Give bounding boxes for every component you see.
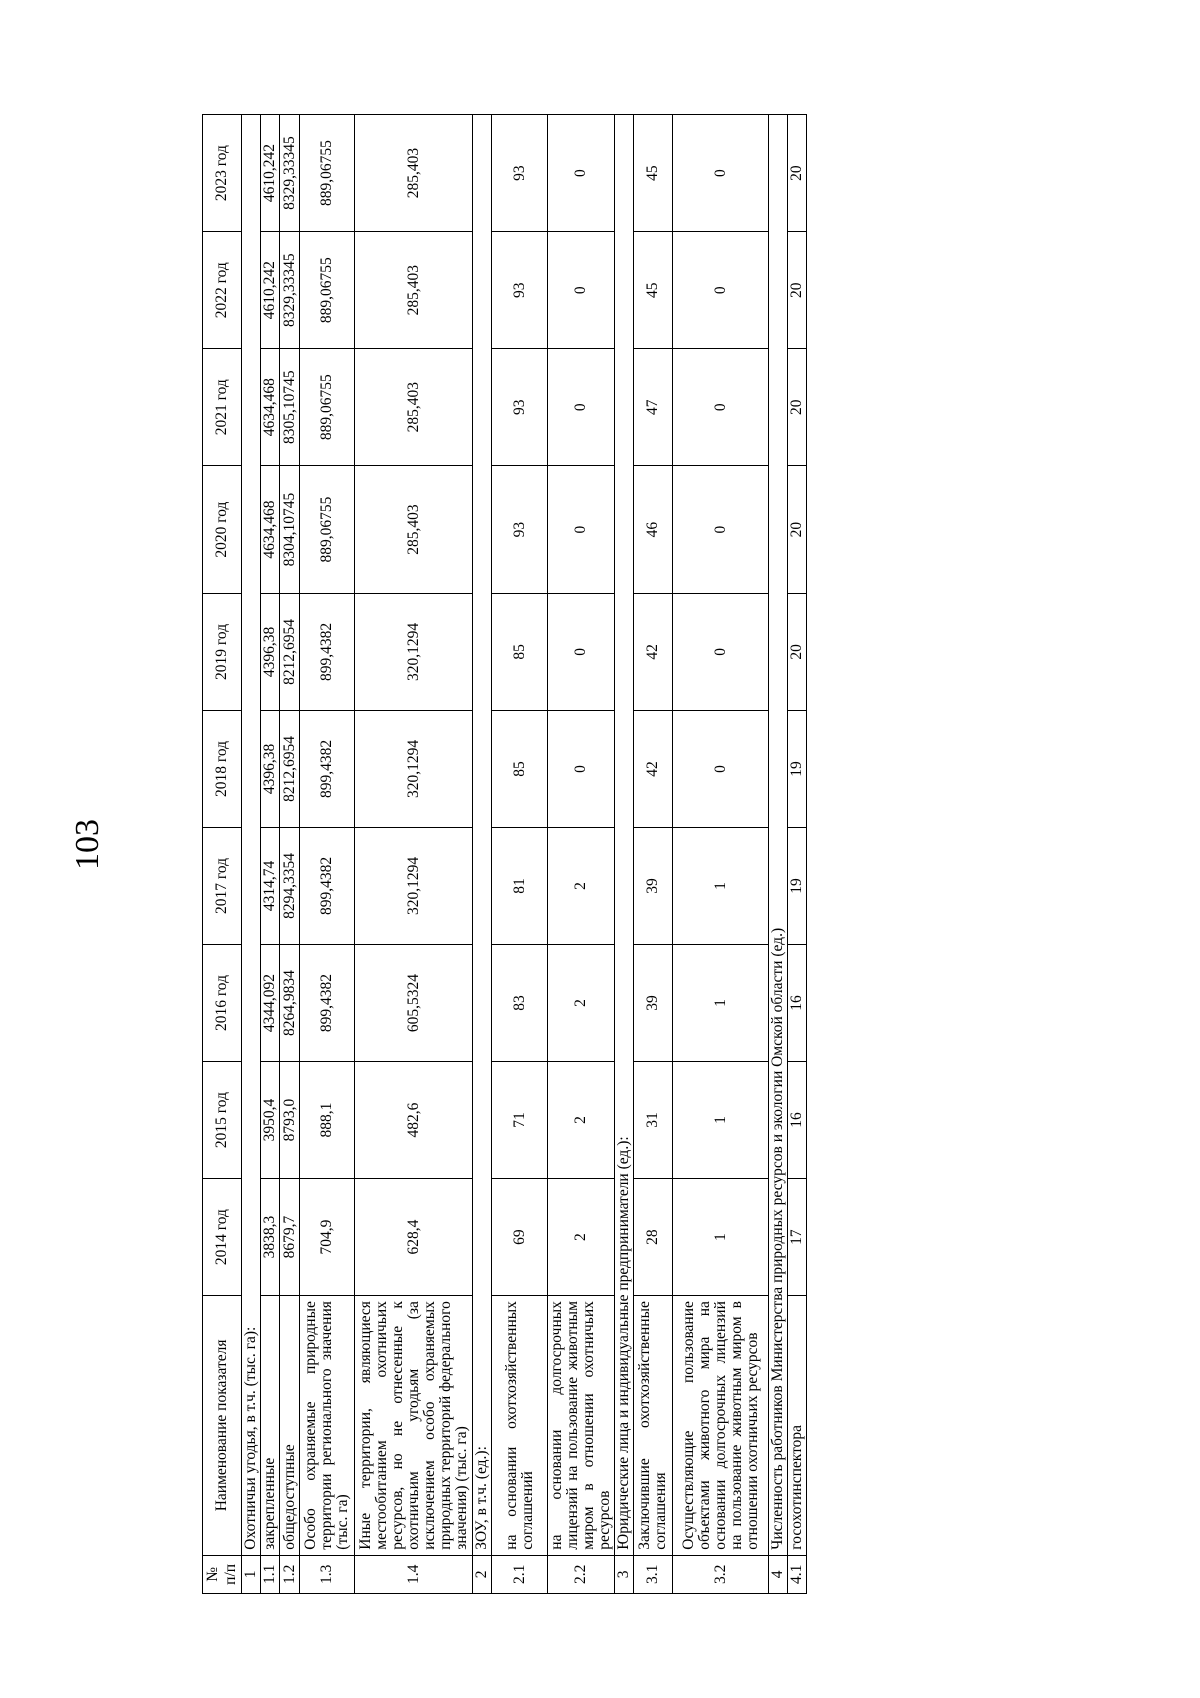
cell-value: 20: [788, 232, 807, 349]
header-year: 2020 год: [203, 466, 242, 594]
table-row: [548, 115, 615, 1594]
section-no: 2: [473, 1555, 492, 1593]
cell-value: 8264,9834: [280, 945, 300, 1062]
header-year: 2023 год: [203, 115, 242, 232]
table-row: [673, 115, 769, 1594]
cell-value: 8304,10745: [280, 466, 300, 594]
cell-value: 0: [548, 710, 615, 827]
cell-value: 81: [492, 827, 548, 944]
section-title: Юридические лица и индивидуальные предприниматели (ед.):: [615, 115, 634, 1556]
row-no: 3.2: [673, 1555, 769, 1593]
cell-value: 1: [673, 827, 769, 944]
cell-value: 83: [492, 945, 548, 1062]
cell-value: 85: [492, 710, 548, 827]
row-no: 2.1: [492, 1555, 548, 1593]
header-year: 2015 год: [203, 1062, 242, 1179]
cell-value: 46: [634, 466, 673, 594]
table-row: [280, 115, 300, 1594]
cell-value: 93: [492, 466, 548, 594]
section-title: Охотничьи угодья, в т.ч. (тыс. га):: [242, 115, 261, 1556]
cell-value: 8305,10745: [280, 349, 300, 466]
cell-value: 8212,6954: [280, 710, 300, 827]
cell-value: 16: [788, 1062, 807, 1179]
cell-value: 4634,468: [261, 466, 280, 594]
cell-value: 0: [673, 466, 769, 594]
cell-value: 2: [548, 1179, 615, 1296]
section-row: [242, 115, 261, 1594]
table-row: [634, 115, 673, 1594]
cell-value: 93: [492, 115, 548, 232]
cell-value: 0: [548, 593, 615, 710]
row-name: Особо охраняемые природные территории регионального значения (тыс. га): [300, 1296, 355, 1556]
cell-value: 31: [634, 1062, 673, 1179]
table-row: [300, 115, 355, 1594]
row-name: Иные территории, являющиеся местообитанием охотничьих ресурсов, но не отнесенные к охотничьим угодьям (за исключением особо охраняемых природных территорий федерального значения) (тыс. га): [355, 1296, 473, 1556]
cell-value: 69: [492, 1179, 548, 1296]
header-name: Наименование показателя: [203, 1296, 242, 1556]
cell-value: 605,5324: [355, 945, 473, 1062]
header-year: 2018 год: [203, 710, 242, 827]
row-name: Осуществляющие пользование объектами животного мира на основании долгосрочных лицензий на пользование животным миром в отношении охотничьих ресурсов: [673, 1296, 769, 1556]
rotated-table-container: [202, 114, 858, 1594]
cell-value: 2: [548, 945, 615, 1062]
cell-value: 0: [673, 232, 769, 349]
cell-value: 889,06755: [300, 232, 355, 349]
cell-value: 0: [548, 115, 615, 232]
cell-value: 1: [673, 1179, 769, 1296]
cell-value: 2: [548, 1062, 615, 1179]
cell-value: 285,403: [355, 115, 473, 232]
cell-value: 39: [634, 945, 673, 1062]
cell-value: 889,06755: [300, 115, 355, 232]
row-no: 1.4: [355, 1555, 473, 1593]
header-year: 2019 год: [203, 593, 242, 710]
cell-value: 0: [673, 710, 769, 827]
cell-value: 85: [492, 593, 548, 710]
cell-value: 285,403: [355, 232, 473, 349]
cell-value: 8329,33345: [280, 115, 300, 232]
cell-value: 20: [788, 115, 807, 232]
section-row: [615, 115, 634, 1594]
row-no: 1.2: [280, 1555, 300, 1593]
row-no: 1.3: [300, 1555, 355, 1593]
cell-value: 42: [634, 593, 673, 710]
cell-value: 889,06755: [300, 349, 355, 466]
cell-value: 320,1294: [355, 593, 473, 710]
cell-value: 47: [634, 349, 673, 466]
section-row: [473, 115, 492, 1594]
header-year: 2016 год: [203, 945, 242, 1062]
section-no: 1: [242, 1555, 261, 1593]
cell-value: 0: [673, 115, 769, 232]
table-row: [261, 115, 280, 1594]
header-year: 2017 год: [203, 827, 242, 944]
cell-value: 93: [492, 232, 548, 349]
section-no: 4: [769, 1555, 788, 1593]
cell-value: 482,6: [355, 1062, 473, 1179]
cell-value: 8212,6954: [280, 593, 300, 710]
cell-value: 4634,468: [261, 349, 280, 466]
header-no: № п/п: [203, 1555, 242, 1593]
cell-value: 285,403: [355, 349, 473, 466]
table-row: [492, 115, 548, 1594]
cell-value: 899,4382: [300, 710, 355, 827]
row-name: на основании долгосрочных лицензий на пользование животным миром в отношении охотничьих ресурсов: [548, 1296, 615, 1556]
cell-value: 4314,74: [261, 827, 280, 944]
row-no: 1.1: [261, 1555, 280, 1593]
cell-value: 0: [673, 349, 769, 466]
cell-value: 1: [673, 945, 769, 1062]
row-name: Заключившие охотхозяйственные соглашения: [634, 1296, 673, 1556]
hunting-indicators-table: [202, 114, 807, 1594]
row-name: общедоступные: [280, 1296, 300, 1556]
cell-value: 4344,092: [261, 945, 280, 1062]
cell-value: 889,06755: [300, 466, 355, 594]
cell-value: 3950,4: [261, 1062, 280, 1179]
row-no: 4.1: [788, 1555, 807, 1593]
cell-value: 39: [634, 827, 673, 944]
cell-value: 320,1294: [355, 827, 473, 944]
cell-value: 899,4382: [300, 593, 355, 710]
cell-value: 45: [634, 232, 673, 349]
cell-value: 42: [634, 710, 673, 827]
cell-value: 20: [788, 349, 807, 466]
cell-value: 8679,7: [280, 1179, 300, 1296]
section-row: [769, 115, 788, 1594]
cell-value: 20: [788, 593, 807, 710]
cell-value: 8329,33345: [280, 232, 300, 349]
cell-value: 93: [492, 349, 548, 466]
section-title: Численность работников Министерства природных ресурсов и экологии Омской области (ед.): [769, 115, 788, 1556]
cell-value: 0: [548, 466, 615, 594]
cell-value: 71: [492, 1062, 548, 1179]
cell-value: 1: [673, 1062, 769, 1179]
cell-value: 4610,242: [261, 115, 280, 232]
cell-value: 17: [788, 1179, 807, 1296]
page-number: 103: [69, 819, 106, 870]
header-year: 2014 год: [203, 1179, 242, 1296]
cell-value: 628,4: [355, 1179, 473, 1296]
cell-value: 0: [548, 349, 615, 466]
row-name: закрепленные: [261, 1296, 280, 1556]
cell-value: 8294,3354: [280, 827, 300, 944]
row-no: 2.2: [548, 1555, 615, 1593]
cell-value: 4396,38: [261, 710, 280, 827]
row-name: на основании охотхозяйственных соглашений: [492, 1296, 548, 1556]
cell-value: 285,403: [355, 466, 473, 594]
cell-value: 20: [788, 466, 807, 594]
cell-value: 45: [634, 115, 673, 232]
section-no: 3: [615, 1555, 634, 1593]
cell-value: 0: [548, 232, 615, 349]
row-no: 3.1: [634, 1555, 673, 1593]
table-row: [355, 115, 473, 1594]
cell-value: 4396,38: [261, 593, 280, 710]
cell-value: 320,1294: [355, 710, 473, 827]
cell-value: 28: [634, 1179, 673, 1296]
cell-value: 19: [788, 827, 807, 944]
cell-value: 3838,3: [261, 1179, 280, 1296]
cell-value: 0: [673, 593, 769, 710]
cell-value: 8793,0: [280, 1062, 300, 1179]
section-title: ЗОУ, в т.ч. (ед.):: [473, 115, 492, 1556]
cell-value: 19: [788, 710, 807, 827]
table-row: [788, 115, 807, 1594]
header-year: 2022 год: [203, 232, 242, 349]
cell-value: 899,4382: [300, 827, 355, 944]
cell-value: 888,1: [300, 1062, 355, 1179]
header-year: 2021 год: [203, 349, 242, 466]
row-name: госохотинспектора: [788, 1296, 807, 1556]
cell-value: 2: [548, 827, 615, 944]
cell-value: 899,4382: [300, 945, 355, 1062]
cell-value: 4610,242: [261, 232, 280, 349]
cell-value: 16: [788, 945, 807, 1062]
cell-value: 704,9: [300, 1179, 355, 1296]
header-row: [203, 115, 242, 1594]
